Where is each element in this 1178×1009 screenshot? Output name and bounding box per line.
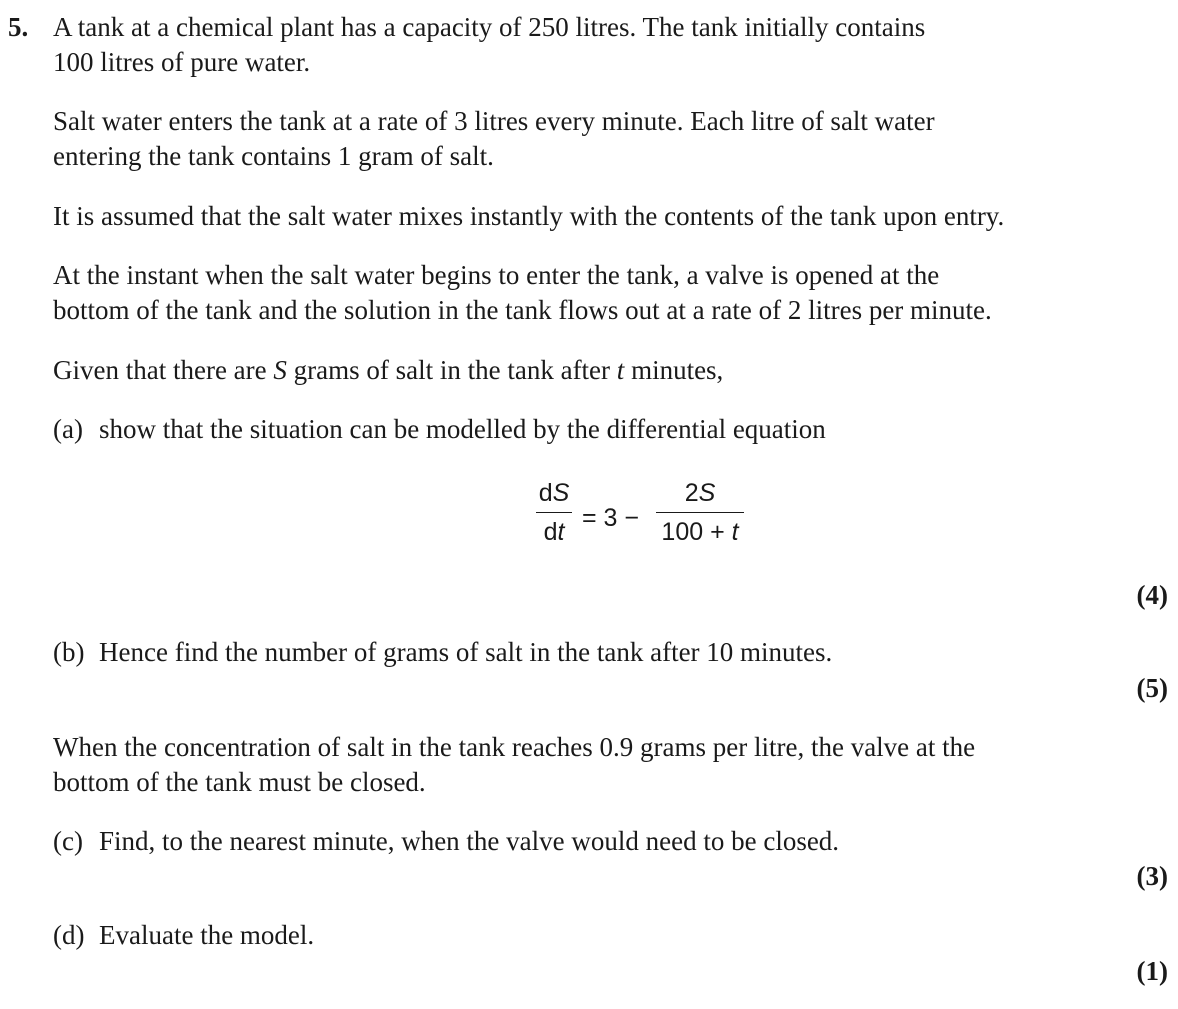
concentration-paragraph — [53, 730, 1143, 800]
lhs-denominator: dt — [543, 518, 565, 546]
part-d — [53, 918, 1143, 953]
rhs-fraction-bar — [656, 512, 744, 513]
part-b-marks: (5) — [1136, 673, 1168, 703]
part-d-text: Evaluate the model. — [99, 920, 315, 950]
part-b-label: (b) — [53, 637, 85, 667]
intro-line-2: 100 litres of pure water. — [53, 47, 311, 77]
intro-paragraph — [53, 10, 1143, 80]
question-number: 5. — [8, 12, 29, 42]
lhs-fraction-bar — [536, 512, 572, 513]
part-a — [53, 412, 1143, 447]
part-c — [53, 824, 1143, 859]
given-statement — [53, 353, 1143, 388]
part-a-label: (a) — [53, 414, 83, 444]
part-c-marks: (3) — [1136, 861, 1168, 891]
given-var-S: S — [273, 355, 287, 385]
rhs-denominator: 100 + t — [661, 518, 739, 546]
lhs-fraction — [536, 478, 572, 547]
salt-water-paragraph — [53, 104, 1143, 174]
lhs-numerator: dS — [538, 479, 570, 507]
mixing-assumption-paragraph — [53, 199, 1143, 234]
salt-water-line-2: entering the tank contains 1 gram of salt. — [53, 141, 494, 171]
valve-paragraph — [53, 258, 1143, 328]
part-b — [53, 635, 1143, 670]
given-pre: Given that there are — [53, 355, 274, 385]
part-c-text: Find, to the nearest minute, when the valve would need to be closed. — [99, 826, 840, 856]
rhs-fraction — [656, 478, 744, 547]
part-a-text: show that the situation can be modelled by the differential equation — [99, 414, 826, 444]
part-d-label: (d) — [53, 920, 85, 950]
part-c-label: (c) — [53, 826, 83, 856]
given-var-t: t — [616, 355, 625, 385]
valve-line-1: At the instant when the salt water begins to enter the tank, a valve is opened at the — [53, 260, 940, 290]
valve-line-2: bottom of the tank and the solution in the tank flows out at a rate of 2 litres per minute. — [53, 295, 992, 325]
intro-line-1: A tank at a chemical plant has a capacity of 250 litres. The tank initially contains — [53, 12, 926, 42]
part-d-marks: (1) — [1136, 956, 1168, 986]
given-mid: grams of salt in the tank after — [286, 355, 617, 385]
part-a-marks: (4) — [1136, 580, 1168, 610]
differential-equation — [530, 478, 760, 558]
part-b-text: Hence find the number of grams of salt in the tank after 10 minutes. — [99, 637, 833, 667]
salt-water-line-1: Salt water enters the tank at a rate of 3 litres every minute. Each litre of salt water — [53, 106, 935, 136]
concentration-line-1: When the concentration of salt in the tank reaches 0.9 grams per litre, the valve at the — [53, 732, 976, 762]
concentration-line-2: bottom of the tank must be closed. — [53, 767, 426, 797]
mixing-line-1: It is assumed that the salt water mixes instantly with the contents of the tank upon entry. — [53, 201, 1005, 231]
rhs-numerator: 2S — [684, 479, 716, 507]
equals-three-minus: = 3 − — [582, 504, 639, 532]
given-post: minutes, — [624, 355, 724, 385]
